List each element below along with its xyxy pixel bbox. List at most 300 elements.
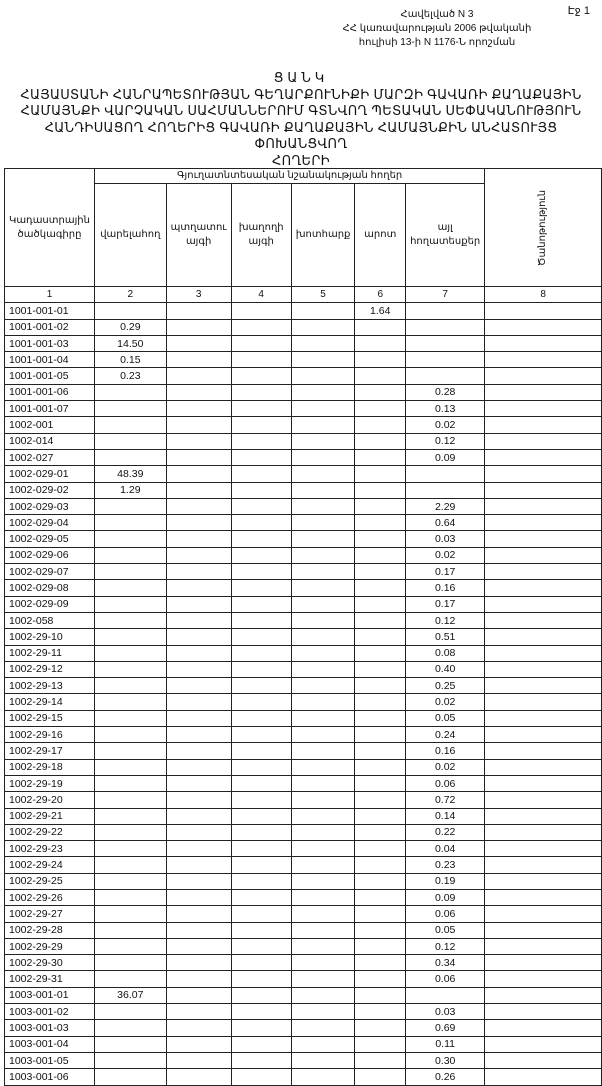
hayfield-cell bbox=[291, 580, 355, 596]
orchard-cell bbox=[166, 1052, 231, 1068]
title-line-2: ՀԱՄԱՅՆՔԻ ՎԱՐՉԱԿԱՆ ՍԱՀՄԱՆՆԵՐՈՒՄ ԳՏՆՎՈՂ ՊԵՏԱԿԱՆ ՍԵՓԱԿԱՆՈՒԹՅՈՒՆ bbox=[20, 103, 582, 118]
orchard-cell bbox=[166, 727, 231, 743]
other-land-cell bbox=[406, 987, 485, 1003]
vineyard-cell bbox=[231, 449, 291, 465]
pasture-cell bbox=[355, 694, 406, 710]
other-land-cell: 0.02 bbox=[406, 547, 485, 563]
vineyard-cell bbox=[231, 710, 291, 726]
hayfield-cell bbox=[291, 857, 355, 873]
appendix-line-2: ՀՀ կառավարության 2006 թվականի bbox=[342, 23, 532, 34]
column-number: 6 bbox=[355, 287, 406, 303]
orchard-cell bbox=[166, 531, 231, 547]
cadastral-code-cell: 1002-029-02 bbox=[5, 482, 95, 498]
pasture-cell bbox=[355, 743, 406, 759]
arable-cell bbox=[94, 678, 166, 694]
arable-cell bbox=[94, 775, 166, 791]
arable-cell bbox=[94, 889, 166, 905]
other-land-cell bbox=[406, 319, 485, 335]
cadastral-code-cell: 1002-29-20 bbox=[5, 792, 95, 808]
hayfield-cell bbox=[291, 515, 355, 531]
pasture-cell bbox=[355, 515, 406, 531]
pasture-cell bbox=[355, 841, 406, 857]
vineyard-cell bbox=[231, 531, 291, 547]
notes-cell bbox=[485, 873, 602, 889]
hayfield-cell bbox=[291, 775, 355, 791]
hayfield-cell bbox=[291, 808, 355, 824]
arable-cell bbox=[94, 612, 166, 628]
arable-cell bbox=[94, 1069, 166, 1085]
hayfield-cell bbox=[291, 401, 355, 417]
table-row bbox=[5, 824, 602, 840]
orchard-cell bbox=[166, 1036, 231, 1052]
table-row bbox=[5, 792, 602, 808]
pasture-cell bbox=[355, 727, 406, 743]
arable-cell bbox=[94, 449, 166, 465]
hayfield-cell bbox=[291, 710, 355, 726]
orchard-cell bbox=[166, 873, 231, 889]
vineyard-cell bbox=[231, 645, 291, 661]
vineyard-cell bbox=[231, 955, 291, 971]
vineyard-cell bbox=[231, 466, 291, 482]
vineyard-cell bbox=[231, 319, 291, 335]
orchard-cell bbox=[166, 759, 231, 775]
vineyard-cell bbox=[231, 759, 291, 775]
hayfield-cell bbox=[291, 1052, 355, 1068]
cadastral-code-cell: 1002-058 bbox=[5, 612, 95, 628]
orchard-cell bbox=[166, 824, 231, 840]
vineyard-cell bbox=[231, 482, 291, 498]
other-land-cell: 0.09 bbox=[406, 449, 485, 465]
arable-cell: 14.50 bbox=[94, 335, 166, 351]
other-land-cell: 0.51 bbox=[406, 629, 485, 645]
hayfield-cell bbox=[291, 547, 355, 563]
table-row bbox=[5, 1036, 602, 1052]
other-land-cell: 0.69 bbox=[406, 1020, 485, 1036]
orchard-cell bbox=[166, 889, 231, 905]
pasture-cell bbox=[355, 922, 406, 938]
notes-cell bbox=[485, 906, 602, 922]
orchard-cell bbox=[166, 857, 231, 873]
other-land-cell: 0.12 bbox=[406, 938, 485, 954]
notes-cell bbox=[485, 482, 602, 498]
other-land-cell: 0.05 bbox=[406, 922, 485, 938]
table-row bbox=[5, 1069, 602, 1085]
appendix-note bbox=[322, 8, 552, 50]
orchard-cell bbox=[166, 482, 231, 498]
arable-cell bbox=[94, 417, 166, 433]
hayfield-cell bbox=[291, 596, 355, 612]
notes-cell bbox=[485, 401, 602, 417]
appendix-line-3: հուլիսի 13-ի N 1176-Ն որոշման bbox=[358, 37, 516, 48]
other-land-cell bbox=[406, 368, 485, 384]
cadastral-code-cell: 1003-001-05 bbox=[5, 1052, 95, 1068]
hayfield-cell bbox=[291, 906, 355, 922]
orchard-cell bbox=[166, 694, 231, 710]
table-row bbox=[5, 889, 602, 905]
table-row bbox=[5, 955, 602, 971]
table-row bbox=[5, 303, 602, 319]
vineyard-cell bbox=[231, 1004, 291, 1020]
pasture-cell bbox=[355, 335, 406, 351]
arable-cell bbox=[94, 971, 166, 987]
other-land-cell: 0.06 bbox=[406, 775, 485, 791]
pasture-cell bbox=[355, 889, 406, 905]
arable-cell: 1.29 bbox=[94, 482, 166, 498]
orchard-cell bbox=[166, 547, 231, 563]
orchard-cell bbox=[166, 335, 231, 351]
cadastral-code-cell: 1002-029-09 bbox=[5, 596, 95, 612]
notes-cell bbox=[485, 319, 602, 335]
arable-cell bbox=[94, 384, 166, 400]
hayfield-cell bbox=[291, 922, 355, 938]
cadastral-code-cell: 1002-29-10 bbox=[5, 629, 95, 645]
table-row bbox=[5, 661, 602, 677]
orchard-cell bbox=[166, 515, 231, 531]
notes-cell bbox=[485, 564, 602, 580]
vineyard-cell bbox=[231, 906, 291, 922]
orchard-cell bbox=[166, 710, 231, 726]
arable-cell bbox=[94, 303, 166, 319]
hayfield-cell bbox=[291, 1020, 355, 1036]
vineyard-cell bbox=[231, 612, 291, 628]
other-land-cell: 0.19 bbox=[406, 873, 485, 889]
table-row bbox=[5, 352, 602, 368]
arable-cell bbox=[94, 743, 166, 759]
arable-cell bbox=[94, 808, 166, 824]
table-row bbox=[5, 466, 602, 482]
notes-cell bbox=[485, 1052, 602, 1068]
pasture-cell bbox=[355, 629, 406, 645]
title-line-3: ՀԱՆԴԻՍԱՑՈՂ ՀՈՂԵՐԻՑ ԳԱՎԱՌԻ ՔԱՂԱՔԱՅԻՆ ՀԱՄԱՅՆՔԻՆ ԱՆՀԱՏՈՒՅՑ ՓՈԽԱՆՑՎՈՂ bbox=[44, 119, 558, 151]
notes-cell bbox=[485, 384, 602, 400]
hayfield-cell bbox=[291, 531, 355, 547]
table-body bbox=[5, 303, 602, 1085]
pasture-cell bbox=[355, 352, 406, 368]
cadastral-code-cell: 1002-29-12 bbox=[5, 661, 95, 677]
notes-cell bbox=[485, 580, 602, 596]
vineyard-cell bbox=[231, 498, 291, 514]
orchard-cell bbox=[166, 987, 231, 1003]
hayfield-cell bbox=[291, 727, 355, 743]
other-land-cell: 0.16 bbox=[406, 743, 485, 759]
appendix-line-1: Հավելված N 3 bbox=[400, 9, 474, 20]
other-land-cell: 0.40 bbox=[406, 661, 485, 677]
orchard-cell bbox=[166, 580, 231, 596]
orchard-cell bbox=[166, 1069, 231, 1085]
hayfield-cell bbox=[291, 955, 355, 971]
arable-cell bbox=[94, 759, 166, 775]
cadastral-code-cell: 1001-001-06 bbox=[5, 384, 95, 400]
vineyard-cell bbox=[231, 515, 291, 531]
header-agricultural-land: Գյուղատնտեսական նշանակության հողեր bbox=[94, 169, 484, 184]
vineyard-cell bbox=[231, 1069, 291, 1085]
vineyard-cell bbox=[231, 889, 291, 905]
vineyard-cell bbox=[231, 971, 291, 987]
table-row bbox=[5, 775, 602, 791]
notes-cell bbox=[485, 629, 602, 645]
hayfield-cell bbox=[291, 482, 355, 498]
header-orchard: պտղատու այգի bbox=[166, 184, 231, 287]
pasture-cell bbox=[355, 873, 406, 889]
orchard-cell bbox=[166, 319, 231, 335]
cadastral-code-cell: 1002-014 bbox=[5, 433, 95, 449]
column-number: 1 bbox=[5, 287, 95, 303]
notes-cell bbox=[485, 955, 602, 971]
pasture-cell bbox=[355, 1020, 406, 1036]
cadastral-code-cell: 1002-29-16 bbox=[5, 727, 95, 743]
arable-cell bbox=[94, 906, 166, 922]
other-land-cell: 0.34 bbox=[406, 955, 485, 971]
notes-cell bbox=[485, 547, 602, 563]
arable-cell: 36.07 bbox=[94, 987, 166, 1003]
vineyard-cell bbox=[231, 727, 291, 743]
hayfield-cell bbox=[291, 661, 355, 677]
notes-cell bbox=[485, 824, 602, 840]
header-notes bbox=[485, 169, 602, 287]
hayfield-cell bbox=[291, 384, 355, 400]
vineyard-cell bbox=[231, 938, 291, 954]
pasture-cell bbox=[355, 824, 406, 840]
table-row bbox=[5, 841, 602, 857]
notes-cell bbox=[485, 808, 602, 824]
pasture-cell bbox=[355, 792, 406, 808]
pasture-cell bbox=[355, 808, 406, 824]
table-row bbox=[5, 857, 602, 873]
arable-cell bbox=[94, 955, 166, 971]
hayfield-cell bbox=[291, 612, 355, 628]
cadastral-code-cell: 1002-29-23 bbox=[5, 841, 95, 857]
other-land-cell: 0.64 bbox=[406, 515, 485, 531]
orchard-cell bbox=[166, 906, 231, 922]
arable-cell bbox=[94, 938, 166, 954]
table-row bbox=[5, 498, 602, 514]
notes-cell bbox=[485, 433, 602, 449]
vineyard-cell bbox=[231, 987, 291, 1003]
cadastral-code-cell: 1002-29-30 bbox=[5, 955, 95, 971]
table-row bbox=[5, 1052, 602, 1068]
arable-cell bbox=[94, 515, 166, 531]
cadastral-code-cell: 1002-029-08 bbox=[5, 580, 95, 596]
cadastral-code-cell: 1002-29-17 bbox=[5, 743, 95, 759]
vineyard-cell bbox=[231, 580, 291, 596]
pasture-cell bbox=[355, 531, 406, 547]
cadastral-code-cell: 1001-001-01 bbox=[5, 303, 95, 319]
arable-cell bbox=[94, 564, 166, 580]
vineyard-cell bbox=[231, 303, 291, 319]
pasture-cell bbox=[355, 971, 406, 987]
cadastral-code-cell: 1002-29-27 bbox=[5, 906, 95, 922]
orchard-cell bbox=[166, 368, 231, 384]
notes-cell bbox=[485, 515, 602, 531]
cadastral-code-cell: 1002-29-24 bbox=[5, 857, 95, 873]
vineyard-cell bbox=[231, 547, 291, 563]
cadastral-code-cell: 1002-029-06 bbox=[5, 547, 95, 563]
table-row bbox=[5, 1004, 602, 1020]
notes-cell bbox=[485, 1036, 602, 1052]
other-land-cell: 0.12 bbox=[406, 433, 485, 449]
notes-cell bbox=[485, 759, 602, 775]
arable-cell bbox=[94, 841, 166, 857]
hayfield-cell bbox=[291, 824, 355, 840]
hayfield-cell bbox=[291, 352, 355, 368]
table-row bbox=[5, 743, 602, 759]
arable-cell bbox=[94, 580, 166, 596]
vineyard-cell bbox=[231, 433, 291, 449]
arable-cell bbox=[94, 824, 166, 840]
arable-cell bbox=[94, 661, 166, 677]
notes-cell bbox=[485, 889, 602, 905]
title-word: ՑԱՆԿ bbox=[273, 70, 329, 85]
table-row bbox=[5, 971, 602, 987]
hayfield-cell bbox=[291, 743, 355, 759]
arable-cell bbox=[94, 547, 166, 563]
orchard-cell bbox=[166, 449, 231, 465]
header-pasture: արոտ bbox=[355, 184, 406, 287]
title-line-4: ՀՈՂԵՐԻ bbox=[272, 152, 330, 168]
other-land-cell: 0.02 bbox=[406, 694, 485, 710]
other-land-cell: 0.08 bbox=[406, 645, 485, 661]
hayfield-cell bbox=[291, 303, 355, 319]
notes-cell bbox=[485, 303, 602, 319]
pasture-cell bbox=[355, 775, 406, 791]
orchard-cell bbox=[166, 743, 231, 759]
column-number: 5 bbox=[291, 287, 355, 303]
table-row bbox=[5, 808, 602, 824]
arable-cell bbox=[94, 694, 166, 710]
notes-cell bbox=[485, 352, 602, 368]
cadastral-code-cell: 1002-29-21 bbox=[5, 808, 95, 824]
hayfield-cell bbox=[291, 971, 355, 987]
pasture-cell bbox=[355, 433, 406, 449]
hayfield-cell bbox=[291, 433, 355, 449]
vineyard-cell bbox=[231, 792, 291, 808]
vineyard-cell bbox=[231, 743, 291, 759]
notes-cell bbox=[485, 449, 602, 465]
cadastral-code-cell: 1002-29-28 bbox=[5, 922, 95, 938]
pasture-cell bbox=[355, 645, 406, 661]
hayfield-cell bbox=[291, 889, 355, 905]
pasture-cell bbox=[355, 906, 406, 922]
arable-cell: 0.29 bbox=[94, 319, 166, 335]
other-land-cell: 0.03 bbox=[406, 531, 485, 547]
land-table bbox=[4, 168, 602, 1086]
hayfield-cell bbox=[291, 987, 355, 1003]
cadastral-code-cell: 1002-29-18 bbox=[5, 759, 95, 775]
notes-cell bbox=[485, 1004, 602, 1020]
arable-cell bbox=[94, 498, 166, 514]
pasture-cell bbox=[355, 401, 406, 417]
other-land-cell: 0.28 bbox=[406, 384, 485, 400]
pasture-cell bbox=[355, 759, 406, 775]
vineyard-cell bbox=[231, 401, 291, 417]
table-row bbox=[5, 629, 602, 645]
other-land-cell bbox=[406, 466, 485, 482]
cadastral-code-cell: 1003-001-02 bbox=[5, 1004, 95, 1020]
cadastral-code-cell: 1002-29-31 bbox=[5, 971, 95, 987]
header-cadastral-code: Կադաստրային ծածկագիրը bbox=[5, 169, 95, 287]
orchard-cell bbox=[166, 564, 231, 580]
notes-cell bbox=[485, 971, 602, 987]
other-land-cell: 0.25 bbox=[406, 678, 485, 694]
notes-cell bbox=[485, 596, 602, 612]
arable-cell bbox=[94, 873, 166, 889]
other-land-cell: 0.11 bbox=[406, 1036, 485, 1052]
arable-cell bbox=[94, 433, 166, 449]
other-land-cell: 2.29 bbox=[406, 498, 485, 514]
orchard-cell bbox=[166, 596, 231, 612]
cadastral-code-cell: 1003-001-06 bbox=[5, 1069, 95, 1085]
cadastral-code-cell: 1002-029-07 bbox=[5, 564, 95, 580]
notes-cell bbox=[485, 661, 602, 677]
table-row bbox=[5, 694, 602, 710]
orchard-cell bbox=[166, 352, 231, 368]
orchard-cell bbox=[166, 433, 231, 449]
orchard-cell bbox=[166, 808, 231, 824]
other-land-cell: 0.14 bbox=[406, 808, 485, 824]
table-row bbox=[5, 645, 602, 661]
pasture-cell bbox=[355, 564, 406, 580]
notes-cell bbox=[485, 368, 602, 384]
arable-cell bbox=[94, 629, 166, 645]
orchard-cell bbox=[166, 498, 231, 514]
vineyard-cell bbox=[231, 661, 291, 677]
header-other-land: այլ հողատեսքեր bbox=[406, 184, 485, 287]
table-row bbox=[5, 678, 602, 694]
other-land-cell: 0.06 bbox=[406, 906, 485, 922]
hayfield-cell bbox=[291, 498, 355, 514]
column-number: 7 bbox=[406, 287, 485, 303]
arable-cell: 48.39 bbox=[94, 466, 166, 482]
pasture-cell bbox=[355, 955, 406, 971]
table-row bbox=[5, 384, 602, 400]
vineyard-cell bbox=[231, 857, 291, 873]
column-number-row bbox=[5, 287, 602, 303]
notes-cell bbox=[485, 1069, 602, 1085]
pasture-cell bbox=[355, 596, 406, 612]
table-row bbox=[5, 710, 602, 726]
other-land-cell: 0.16 bbox=[406, 580, 485, 596]
notes-cell bbox=[485, 710, 602, 726]
notes-cell bbox=[485, 938, 602, 954]
header-hayfield: խոտհարք bbox=[291, 184, 355, 287]
pasture-cell bbox=[355, 417, 406, 433]
notes-cell bbox=[485, 645, 602, 661]
pasture-cell bbox=[355, 678, 406, 694]
cadastral-code-cell: 1002-029-05 bbox=[5, 531, 95, 547]
pasture-cell bbox=[355, 1069, 406, 1085]
other-land-cell: 0.12 bbox=[406, 612, 485, 628]
orchard-cell bbox=[166, 612, 231, 628]
hayfield-cell bbox=[291, 938, 355, 954]
orchard-cell bbox=[166, 629, 231, 645]
cadastral-code-cell: 1002-29-26 bbox=[5, 889, 95, 905]
notes-cell bbox=[485, 857, 602, 873]
table-row bbox=[5, 1020, 602, 1036]
other-land-cell: 0.26 bbox=[406, 1069, 485, 1085]
orchard-cell bbox=[166, 1004, 231, 1020]
cadastral-code-cell: 1001-001-03 bbox=[5, 335, 95, 351]
notes-cell bbox=[485, 612, 602, 628]
cadastral-code-cell: 1002-29-11 bbox=[5, 645, 95, 661]
notes-cell bbox=[485, 775, 602, 791]
other-land-cell: 0.04 bbox=[406, 841, 485, 857]
header-notes-label: Ծանոթություն bbox=[537, 189, 549, 266]
cadastral-code-cell: 1001-001-04 bbox=[5, 352, 95, 368]
table-row bbox=[5, 531, 602, 547]
notes-cell bbox=[485, 466, 602, 482]
orchard-cell bbox=[166, 841, 231, 857]
cadastral-code-cell: 1002-29-29 bbox=[5, 938, 95, 954]
